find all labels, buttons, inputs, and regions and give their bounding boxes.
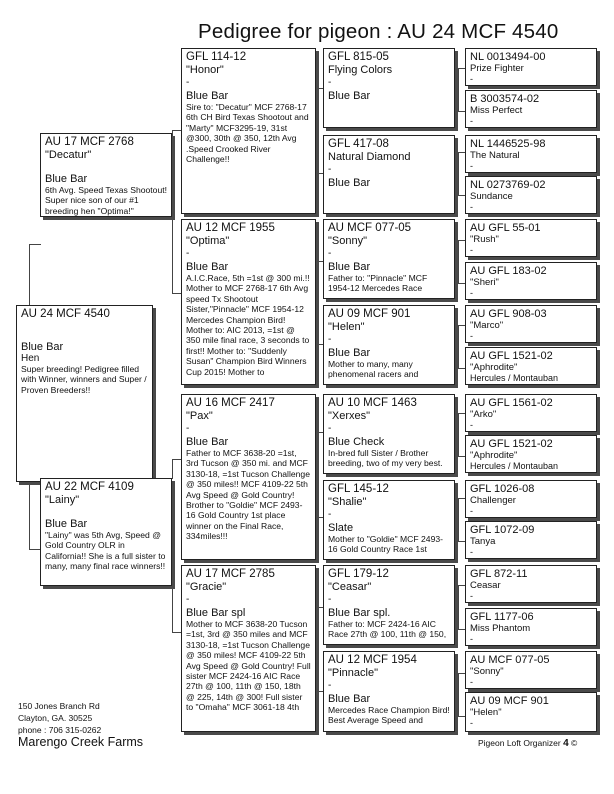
sire-card[interactable]: [40, 133, 172, 217]
pigeon-name: "Xerxes": [328, 410, 371, 422]
farm-name: Marengo Creek Farms: [18, 735, 144, 749]
great-grandparent-card[interactable]: [323, 394, 455, 474]
organizer-name: Pigeon Loft Organizer: [478, 738, 561, 748]
pigeon-id: AU 12 MCF 1955: [186, 222, 275, 234]
pigeon-name: "Sonny": [470, 666, 504, 677]
page-title: Pedigree for pigeon : AU 24 MCF 4540: [198, 20, 559, 43]
pigeon-strain: -: [470, 718, 473, 728]
pigeon-notes: Mother to "Goldie" MCF 2493-16 Gold Country Race 1st: [328, 534, 444, 555]
pigeon-strain: -: [328, 334, 332, 345]
pigeon-strain: -: [328, 680, 332, 691]
pigeon-name: Sundance: [470, 191, 513, 202]
pigeon-notes: Mercedes Race Champion Bird! Best Average Speed and: [328, 705, 450, 726]
pigeon-color: Slate: [328, 522, 354, 534]
subject-id: AU 24 MCF 4540: [21, 308, 110, 320]
pigeon-strain: -: [328, 509, 332, 520]
pigeon-name: "Sheri": [470, 277, 499, 288]
pigeon-strain: -: [328, 164, 332, 175]
pigeon-name: "Gracie": [186, 581, 227, 593]
sire-color: Blue Bar: [45, 173, 88, 185]
pigeon-name: "Optima": [186, 235, 230, 247]
pigeon-name: "Aphrodite": [470, 450, 518, 461]
pigeon-notes: Father to: MCF 2424-16 AIC Race 27th @ 100, 11th @ 150,: [328, 619, 447, 640]
pigeon-strain: -: [470, 331, 473, 341]
pigeon-name: "Helen": [328, 321, 365, 333]
pigeon-color: Blue Bar: [328, 177, 371, 189]
ancestor-card[interactable]: [465, 480, 597, 518]
pigeon-strain: -: [470, 161, 473, 171]
pigeon-notes: In-bred full Sister / Brother breeding, two of my very best.: [328, 448, 443, 469]
pigeon-id: AU GFL 183-02: [470, 265, 547, 277]
pigeon-color: Blue Bar: [328, 347, 371, 359]
ancestor-card[interactable]: [465, 347, 597, 385]
subject-color: Blue Bar: [21, 341, 64, 353]
pigeon-id: GFL 1072-09: [470, 524, 535, 536]
pigeon-id: AU GFL 55-01: [470, 222, 541, 234]
pigeon-id: GFL 1026-08: [470, 483, 535, 495]
grandparent-card[interactable]: [181, 48, 316, 214]
pigeon-strain: -: [328, 423, 332, 434]
address-line-2: Clayton, GA. 30525: [18, 713, 93, 723]
pigeon-name: Miss Phantom: [470, 623, 531, 634]
pigeon-id: AU 16 MCF 2417: [186, 397, 275, 409]
ancestor-card[interactable]: [465, 521, 597, 559]
pigeon-color: Blue Bar: [328, 90, 371, 102]
pigeon-notes: Mother to MCF 3638-20 Tucson =1st, 3rd @ 350 miles and MCF 3130-18, =1st Tucson Challenge @ 350 miles! MCF 4109-22 5th Avg Speed @ Gold Country! Full sister MCF 2424-16 AIC Race 27th @ 100, 11th @ 150, 18th @ 225, 14th @ 300! Full sister to "Omaha" MCF 3061-18 4th: [186, 619, 311, 713]
address-line-1: 150 Jones Branch Rd: [18, 701, 100, 711]
pigeon-name: "Helen": [470, 707, 502, 718]
pigeon-notes: A.I.C.Race, 5th =1st @ 300 mi.!! Mother to MCF 2768-17 6th Avg speed Tx Shootout Sister,"Pinnacle" MCF 1954-12 Mercedes Champion Bird! Mother to: AIC 2013, =1st @ 350 mile final race, 3 seconds to first!! Mother to: "Suddenly Susan" Champion Bird Winners Cup 2015! Mother to: [186, 273, 310, 377]
great-grandparent-card[interactable]: [323, 565, 455, 645]
pigeon-id: AU GFL 908-03: [470, 308, 547, 320]
pigeon-id: GFL 179-12: [328, 568, 389, 580]
dam-color: Blue Bar: [45, 518, 88, 530]
page-number: 4: [563, 738, 569, 749]
pigeon-color: Blue Bar: [186, 436, 229, 448]
dam-card[interactable]: [40, 478, 172, 586]
pigeon-strain: -: [470, 420, 473, 430]
dam-name: "Lainy": [45, 494, 80, 506]
ancestor-card[interactable]: [465, 90, 597, 128]
pigeon-color: Blue Bar: [186, 261, 229, 273]
pigeon-id: AU 09 MCF 901: [470, 695, 549, 707]
pigeon-strain: -: [470, 245, 473, 255]
pigeon-id: GFL 872-11: [470, 568, 528, 580]
ancestor-card[interactable]: [465, 394, 597, 432]
grandparent-card[interactable]: [181, 394, 316, 560]
ancestor-card[interactable]: [465, 262, 597, 300]
pigeon-color: Blue Bar spl: [186, 607, 246, 619]
pigeon-id: GFL 1177-06: [470, 611, 534, 623]
pigeon-name: "Honor": [186, 64, 224, 76]
sire-notes: 6th Avg. Speed Texas Shootout! Super nice son of our #1 breeding hen "Optima!": [45, 185, 167, 216]
pigeon-name: "Arko": [470, 409, 497, 420]
phone-number: phone : 706 315-0262: [18, 725, 102, 735]
pigeon-strain: -: [186, 594, 190, 605]
pigeon-name: "Pax": [186, 410, 213, 422]
pigeon-name: "Sonny": [328, 235, 367, 247]
pigeon-id: NL 1446525-98: [470, 138, 546, 150]
subject-sex: Hen: [21, 353, 40, 364]
ancestor-card[interactable]: [465, 176, 597, 214]
pigeon-name: Ceasar: [470, 580, 501, 591]
pigeon-id: GFL 815-05: [328, 51, 389, 63]
pigeon-strain: -: [328, 77, 332, 88]
dam-id: AU 22 MCF 4109: [45, 481, 134, 493]
pigeon-name: "Aphrodite": [470, 362, 518, 373]
subject-notes: Super breeding! Pedigree filled with Winner, winners and Super / Proven Breeders!!: [21, 364, 147, 395]
pigeon-id: AU 09 MCF 901: [328, 308, 411, 320]
pigeon-strain: -: [470, 677, 473, 687]
pigeon-id: AU MCF 077-05: [328, 222, 412, 234]
pigeon-strain: -: [470, 74, 473, 84]
pigeon-color: Blue Bar: [328, 693, 371, 705]
pigeon-strain: -: [470, 547, 473, 557]
organizer-credit: [478, 738, 577, 749]
great-grandparent-card[interactable]: [323, 651, 455, 732]
pigeon-strain: -: [186, 248, 190, 259]
pigeon-name: Miss Perfect: [470, 105, 523, 116]
pigeon-strain: -: [186, 77, 190, 88]
pigeon-color: Blue Bar: [328, 261, 371, 273]
pigeon-id: AU GFL 1521-02: [470, 350, 553, 362]
pigeon-strain: Hercules / Montauban: [470, 373, 559, 383]
pigeon-strain: -: [470, 591, 473, 601]
pigeon-notes: Sire to: "Decatur" MCF 2768-17 6th CH Bird Texas Shootout and "Marty" MCF3295-19, 31st @300, 30th @ 350, 12th Avg .Speed Crooked River Challenge!!: [186, 102, 309, 165]
ancestor-card[interactable]: [465, 565, 597, 603]
pigeon-id: NL 0273769-02: [470, 179, 546, 191]
ancestor-card[interactable]: [465, 48, 597, 86]
pigeon-id: AU GFL 1521-02: [470, 438, 553, 450]
great-grandparent-card[interactable]: [323, 480, 455, 560]
great-grandparent-card[interactable]: [323, 48, 455, 128]
pigeon-notes: Father to: "Pinnacle" MCF 1954-12 Mercedes Race: [328, 273, 428, 294]
pigeon-id: B 3003574-02: [470, 93, 540, 105]
pigeon-name: "Ceasar": [328, 581, 372, 593]
pigeon-name: "Rush": [470, 234, 499, 245]
subject-pigeon-card[interactable]: [16, 305, 153, 482]
ancestor-card[interactable]: [465, 651, 597, 689]
pigeon-id: GFL 417-08: [328, 138, 389, 150]
pigeon-strain: -: [470, 288, 473, 298]
ancestor-card[interactable]: [465, 692, 597, 732]
pigeon-strain: -: [186, 423, 190, 434]
pigeon-name: Challenger: [470, 495, 516, 506]
pigeon-id: GFL 145-12: [328, 483, 389, 495]
pigeon-color: Blue Check: [328, 436, 385, 448]
pigeon-name: Tanya: [470, 536, 496, 547]
pigeon-id: AU 10 MCF 1463: [328, 397, 417, 409]
pigeon-notes: Mother to many, many phenomenal racers and: [328, 359, 419, 380]
pigeon-strain: -: [328, 594, 332, 605]
pigeon-id: AU 17 MCF 2785: [186, 568, 275, 580]
pigeon-strain: -: [470, 116, 473, 126]
pigeon-name: Natural Diamond: [328, 151, 411, 163]
pigeon-name: "Pinnacle": [328, 667, 379, 679]
loft-address: [18, 700, 101, 736]
pigeon-id: GFL 114-12: [186, 51, 247, 63]
great-grandparent-card[interactable]: [323, 219, 455, 299]
pigeon-color: Blue Bar spl.: [328, 607, 391, 619]
pigeon-id: NL 0013494-00: [470, 51, 546, 63]
ancestor-card[interactable]: [465, 135, 597, 173]
pigeon-strain: -: [470, 506, 473, 516]
ancestor-card[interactable]: [465, 305, 597, 343]
pigeon-name: "Shalie": [328, 496, 367, 508]
great-grandparent-card[interactable]: [323, 305, 455, 385]
grandparent-card[interactable]: [181, 565, 316, 732]
pigeon-id: AU 12 MCF 1954: [328, 654, 417, 666]
pigeon-id: AU GFL 1561-02: [470, 397, 553, 409]
pigeon-name: "Marco": [470, 320, 504, 331]
ancestor-card[interactable]: [465, 608, 597, 646]
pigeon-strain: Hercules / Montauban: [470, 461, 559, 471]
pigeon-name: Flying Colors: [328, 64, 393, 76]
pigeon-notes: Father to MCF 3638-20 =1st, 3rd Tucson @ 350 mi. and MCF 3130-18, =1st Tucson Challenge @ 350 miles!! MCF 4109-22 5th Avg Speed @ Gold Country! Brother to "Goldie" MCF 2493-16 Gold Country 1st place winner on the Final Race, 334miles!!!: [186, 448, 310, 542]
dam-notes: "Lainy" was 5th Avg, Speed @ Gold Country OLR in California!! She is a full sister to many, many final race winners!!: [45, 530, 166, 572]
pigeon-strain: -: [470, 634, 473, 644]
pigeon-name: The Natural: [470, 150, 520, 161]
pigeon-color: Blue Bar: [186, 90, 229, 102]
sire-id: AU 17 MCF 2768: [45, 136, 134, 148]
pigeon-id: AU MCF 077-05: [470, 654, 550, 666]
sire-name: "Decatur": [45, 149, 92, 161]
pigeon-strain: -: [328, 248, 332, 259]
copyright-mark: ©: [571, 738, 578, 748]
pigeon-strain: -: [470, 202, 473, 212]
great-grandparent-card[interactable]: [323, 135, 455, 214]
pigeon-name: Prize Fighter: [470, 63, 524, 74]
ancestor-card[interactable]: [465, 435, 597, 473]
ancestor-card[interactable]: [465, 219, 597, 257]
grandparent-card[interactable]: [181, 219, 316, 385]
